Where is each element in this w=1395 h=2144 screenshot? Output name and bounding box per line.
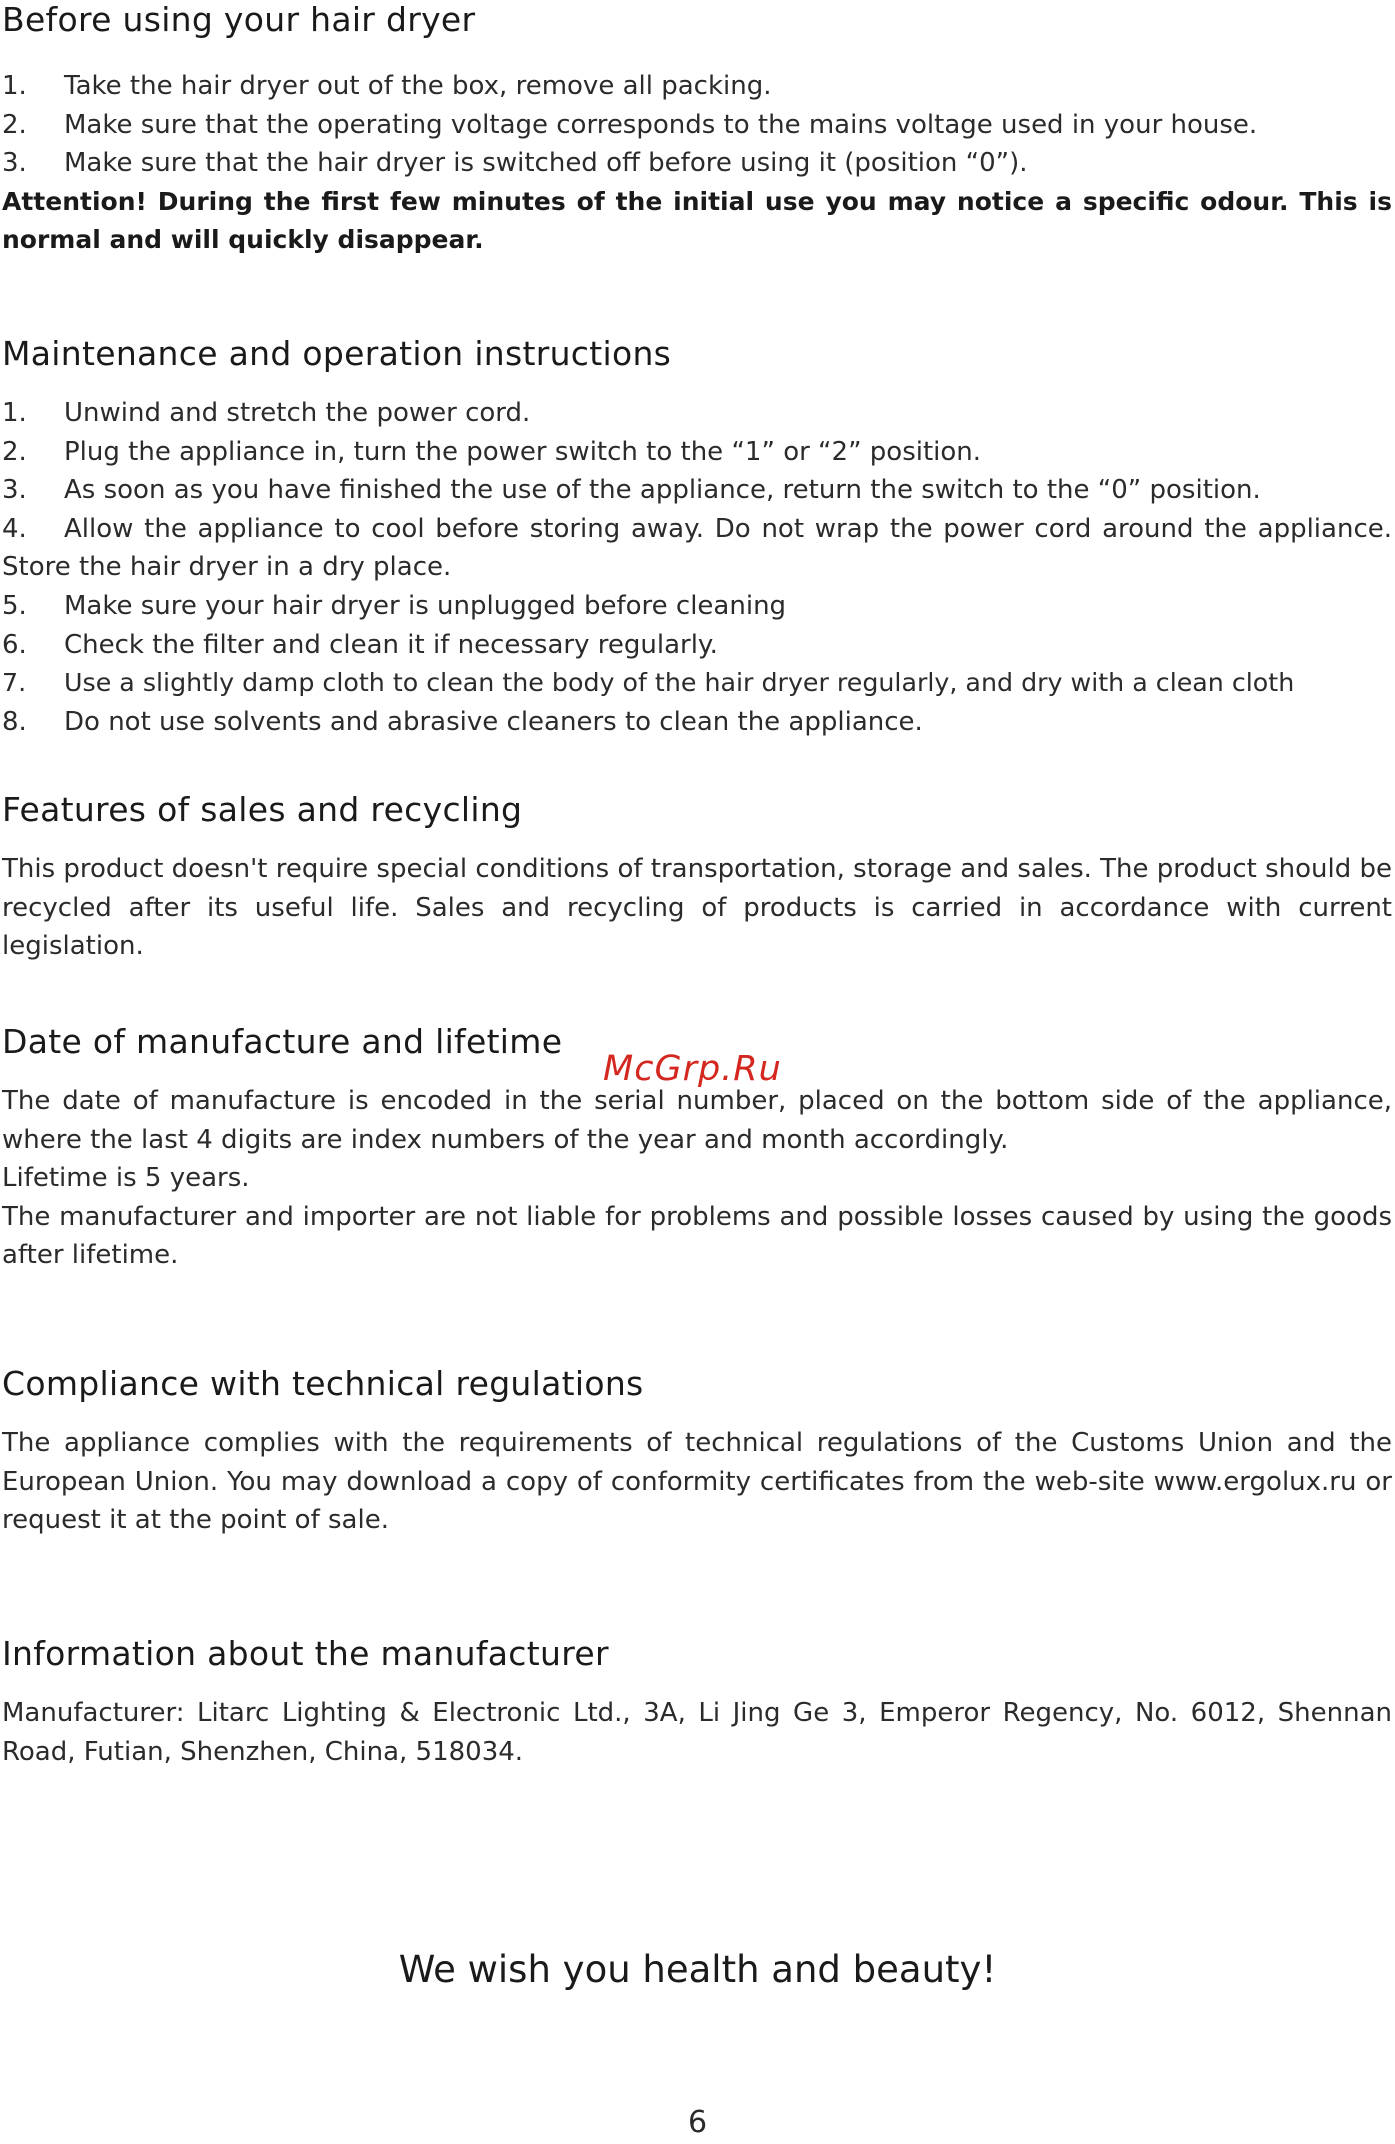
item-number: 3. — [2, 475, 27, 506]
section-title: Features of sales and recycling — [2, 790, 523, 829]
item-number: 2. — [2, 436, 27, 467]
item-text: Use a slightly damp cloth to clean the body of the hair dryer regularly, and dry with a clean cloth — [64, 668, 1295, 698]
item-number: 4. — [2, 513, 27, 544]
maintenance-list — [2, 394, 1392, 741]
page-number: 6 — [687, 2105, 708, 2140]
section-sales-recycling — [2, 790, 1392, 966]
section-title: Compliance with technical regulations — [2, 1364, 644, 1403]
section-title: Maintenance and operation instructions — [2, 334, 672, 373]
item-text: Plug the appliance in, turn the power switch to the “1” or “2” position. — [64, 436, 982, 467]
section-title: Date of manufacture and lifetime — [2, 1022, 563, 1061]
list-item — [2, 626, 1392, 665]
item-number: 7. — [2, 668, 27, 698]
closing-message: We wish you health and beauty! — [398, 1948, 997, 1991]
item-text: As soon as you have finished the use of the appliance, return the switch to the “0” position. — [64, 475, 1261, 506]
item-number: 1. — [2, 398, 27, 428]
list-item — [2, 587, 1392, 626]
item-number: 5. — [2, 590, 27, 621]
list-item — [2, 394, 1392, 433]
item-text: Make sure that the operating voltage corresponds to the mains voltage used in your house. — [64, 109, 1258, 140]
list-item — [2, 144, 1392, 183]
section-text: The manufacturer and importer are not liable for problems and possible losses caused by using the goods after lifetime. — [2, 1201, 1392, 1271]
section-text: Manufacturer: Litarc Lighting & Electronic Ltd., 3A, Li Jing Ge 3, Emperor Regency, No. 6012, Shennan Road, Futian, Shenzhen, China, 518034. — [2, 1698, 1392, 1767]
item-text: Allow the appliance to cool before storing away. Do not wrap the power cord around the appliance. Store the hair dryer in a dry place. — [2, 513, 1392, 583]
list-item — [2, 471, 1392, 510]
watermark: McGrp.Ru — [603, 1049, 782, 1089]
attention-note: Attention! During the first few minutes of the initial use you may notice a specific odour. This is normal and will quickly disappear. — [2, 186, 1392, 255]
item-number: 3. — [2, 148, 27, 179]
section-text: Lifetime is 5 years. — [2, 1163, 250, 1194]
list-item — [2, 67, 1392, 106]
list-item — [2, 510, 1392, 587]
before-using-list — [2, 67, 1392, 183]
item-text: Make sure that the hair dryer is switched off before using it (position “0”). — [64, 148, 1028, 179]
section-text: The appliance complies with the requirements of technical regulations of the Customs Union and the European Union. You may download a copy of conformity certificates from the web-site www.ergolux.ru or request it at the point of sale. — [2, 1428, 1392, 1536]
item-text: Make sure your hair dryer is unplugged before cleaning — [64, 590, 787, 621]
list-item — [2, 433, 1392, 472]
section-text: This product doesn't require special conditions of transportation, storage and sales. The product should be recycled after its useful life. Sales and recycling of products is carried in accordance with current legislation. — [2, 854, 1392, 962]
item-number: 1. — [2, 71, 27, 101]
item-text: Take the hair dryer out of the box, remove all packing. — [64, 71, 772, 101]
item-number: 8. — [2, 706, 27, 737]
item-text: Check the filter and clean it if necessary regularly. — [64, 629, 718, 660]
list-item — [2, 106, 1392, 145]
section-compliance — [2, 1364, 1392, 1540]
section-text: The date of manufacture is encoded in the serial number, placed on the bottom side of the appliance, where the last 4 digits are index numbers of the year and month accordingly. — [2, 1086, 1392, 1155]
section-maintenance — [2, 334, 1392, 741]
section-title: Information about the manufacturer — [2, 1634, 609, 1673]
list-item — [2, 703, 1392, 742]
list-item — [2, 664, 1392, 703]
item-number: 2. — [2, 109, 27, 140]
item-text: Unwind and stretch the power cord. — [64, 398, 531, 428]
section-before-using — [2, 0, 1392, 260]
item-number: 6. — [2, 629, 27, 660]
item-text: Do not use solvents and abrasive cleaners to clean the appliance. — [64, 706, 923, 737]
section-manufacturer-info — [2, 1634, 1392, 1771]
section-title: Before using your hair dryer — [2, 0, 476, 39]
